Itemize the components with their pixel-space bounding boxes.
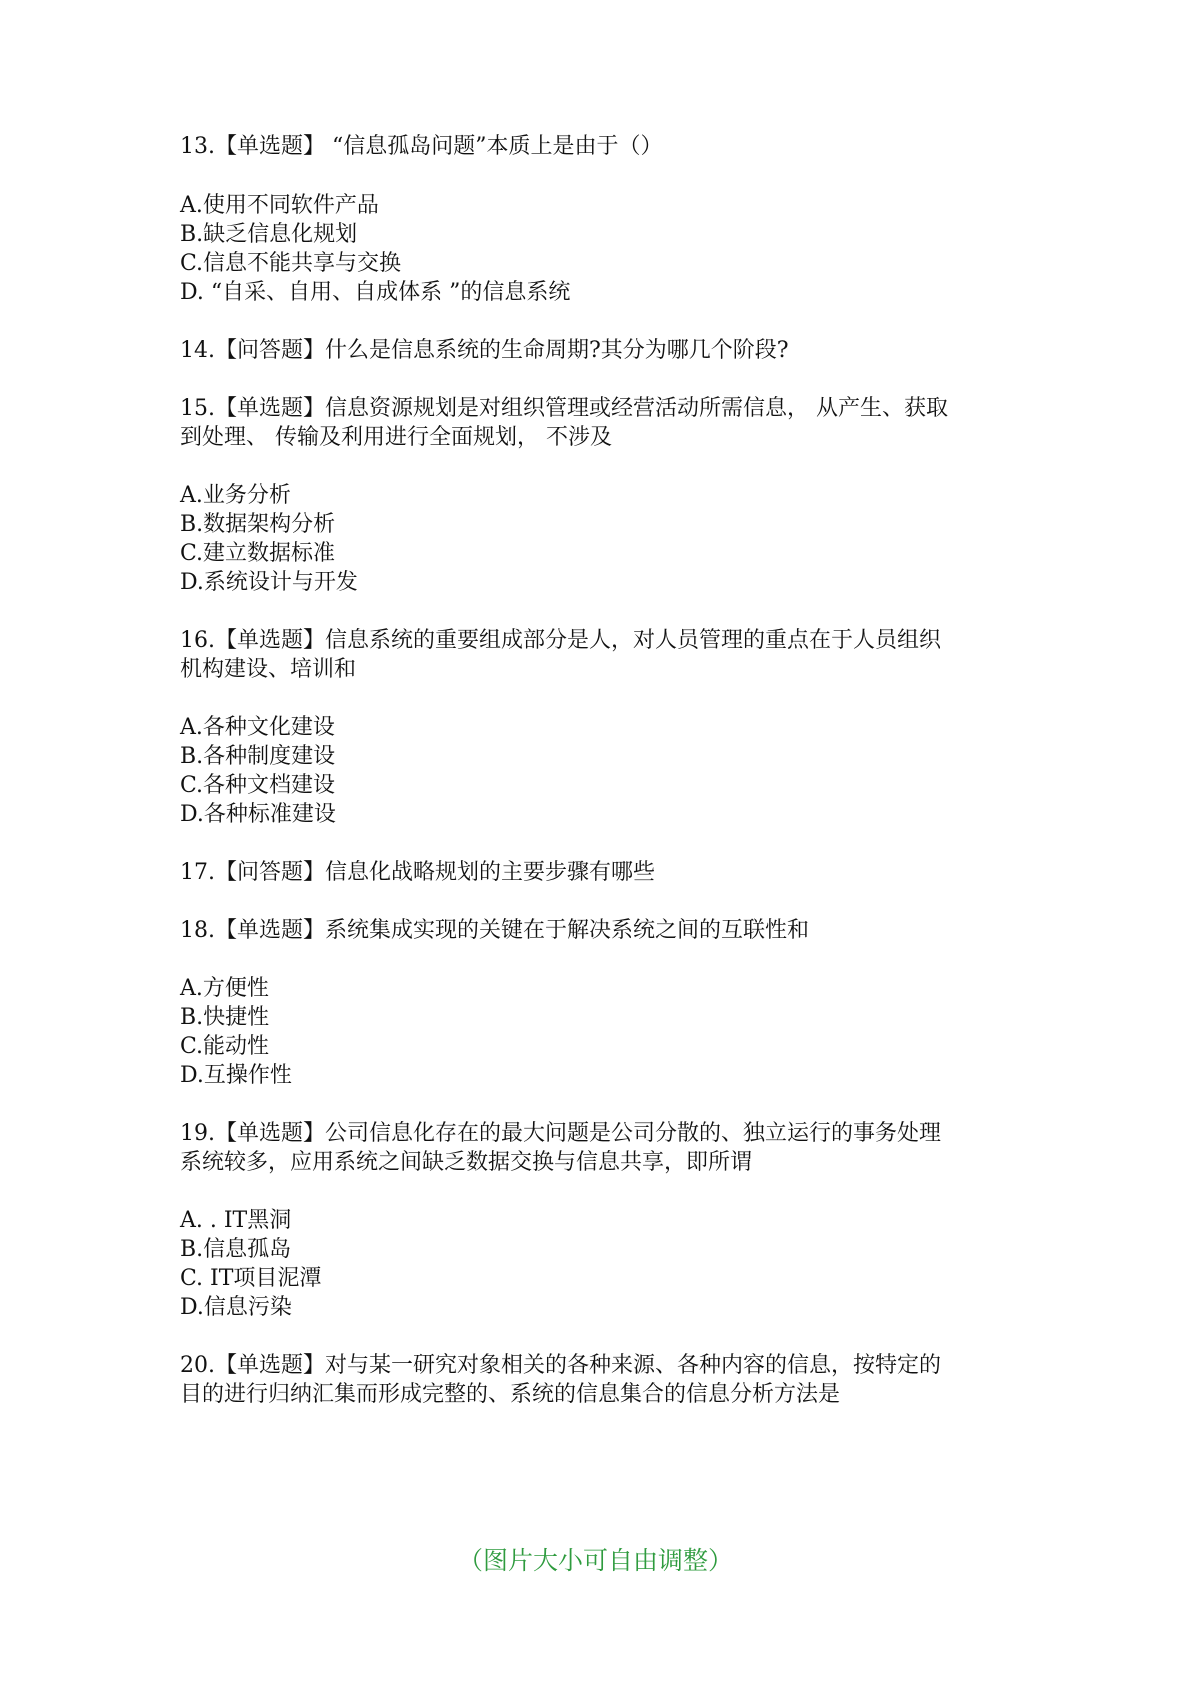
question-18-option-b: B.快捷性 bbox=[180, 1005, 270, 1030]
question-13-option-a: A.使用不同软件产品 bbox=[180, 193, 379, 218]
question-15-option-d: D.系统设计与开发 bbox=[180, 570, 358, 595]
question-19-option-d: D.信息污染 bbox=[180, 1295, 292, 1320]
question-19-option-b: B.信息孤岛 bbox=[180, 1237, 292, 1262]
question-15-option-b: B.数据架构分析 bbox=[180, 512, 336, 537]
question-19-option-c: C. IT项目泥潭 bbox=[180, 1266, 322, 1291]
question-13-option-d: D. “自采、自用、自成体系 ”的信息系统 bbox=[180, 280, 571, 305]
question-13-text: 13.【单选题】 “信息孤岛问题”本质上是由于（） bbox=[180, 134, 663, 159]
question-16-option-b: B.各种制度建设 bbox=[180, 744, 336, 769]
question-16-option-a: A.各种文化建设 bbox=[180, 715, 335, 740]
question-16-text-line-1: 16.【单选题】信息系统的重要组成部分是人，对人员管理的重点在于人员组织 bbox=[180, 628, 941, 653]
question-15-text-line-2: 到处理、 传输及利用进行全面规划， 不涉及 bbox=[180, 425, 612, 450]
question-16-text-line-2: 机构建设、培训和 bbox=[180, 657, 357, 682]
question-19-text-line-1: 19.【单选题】公司信息化存在的最大问题是公司分散的、独立运行的事务处理 bbox=[180, 1121, 941, 1146]
question-19-text-line-2: 系统较多，应用系统之间缺乏数据交换与信息共享，即所谓 bbox=[180, 1150, 753, 1175]
question-18-option-d: D.互操作性 bbox=[180, 1063, 292, 1088]
question-13-option-b: B.缺乏信息化规划 bbox=[180, 222, 358, 247]
question-20-text-line-2: 目的进行归纳汇集而形成完整的、系统的信息集合的信息分析方法是 bbox=[180, 1382, 841, 1407]
question-18-option-a: A.方便性 bbox=[180, 976, 269, 1001]
image-resize-note: （图片大小可自由调整） bbox=[457, 1546, 733, 1575]
question-13-option-c: C.信息不能共享与交换 bbox=[180, 251, 402, 276]
question-18-text: 18.【单选题】系统集成实现的关键在于解决系统之间的互联性和 bbox=[180, 918, 809, 943]
question-16-option-c: C.各种文档建设 bbox=[180, 773, 336, 798]
question-17-text: 17.【问答题】信息化战略规划的主要步骤有哪些 bbox=[180, 860, 655, 885]
question-16-option-d: D.各种标准建设 bbox=[180, 802, 336, 827]
question-19-option-a: A. . IT黑洞 bbox=[180, 1208, 292, 1233]
question-15-option-c: C.建立数据标准 bbox=[180, 541, 336, 566]
question-15-text-line-1: 15.【单选题】信息资源规划是对组织管理或经营活动所需信息， 从产生、获取 bbox=[180, 396, 948, 421]
question-18-option-c: C.能动性 bbox=[180, 1034, 270, 1059]
question-14-text: 14.【问答题】什么是信息系统的生命周期?其分为哪几个阶段? bbox=[180, 338, 789, 363]
question-15-option-a: A.业务分析 bbox=[180, 483, 291, 508]
question-20-text-line-1: 20.【单选题】对与某一研究对象相关的各种来源、各种内容的信息，按特定的 bbox=[180, 1353, 941, 1378]
